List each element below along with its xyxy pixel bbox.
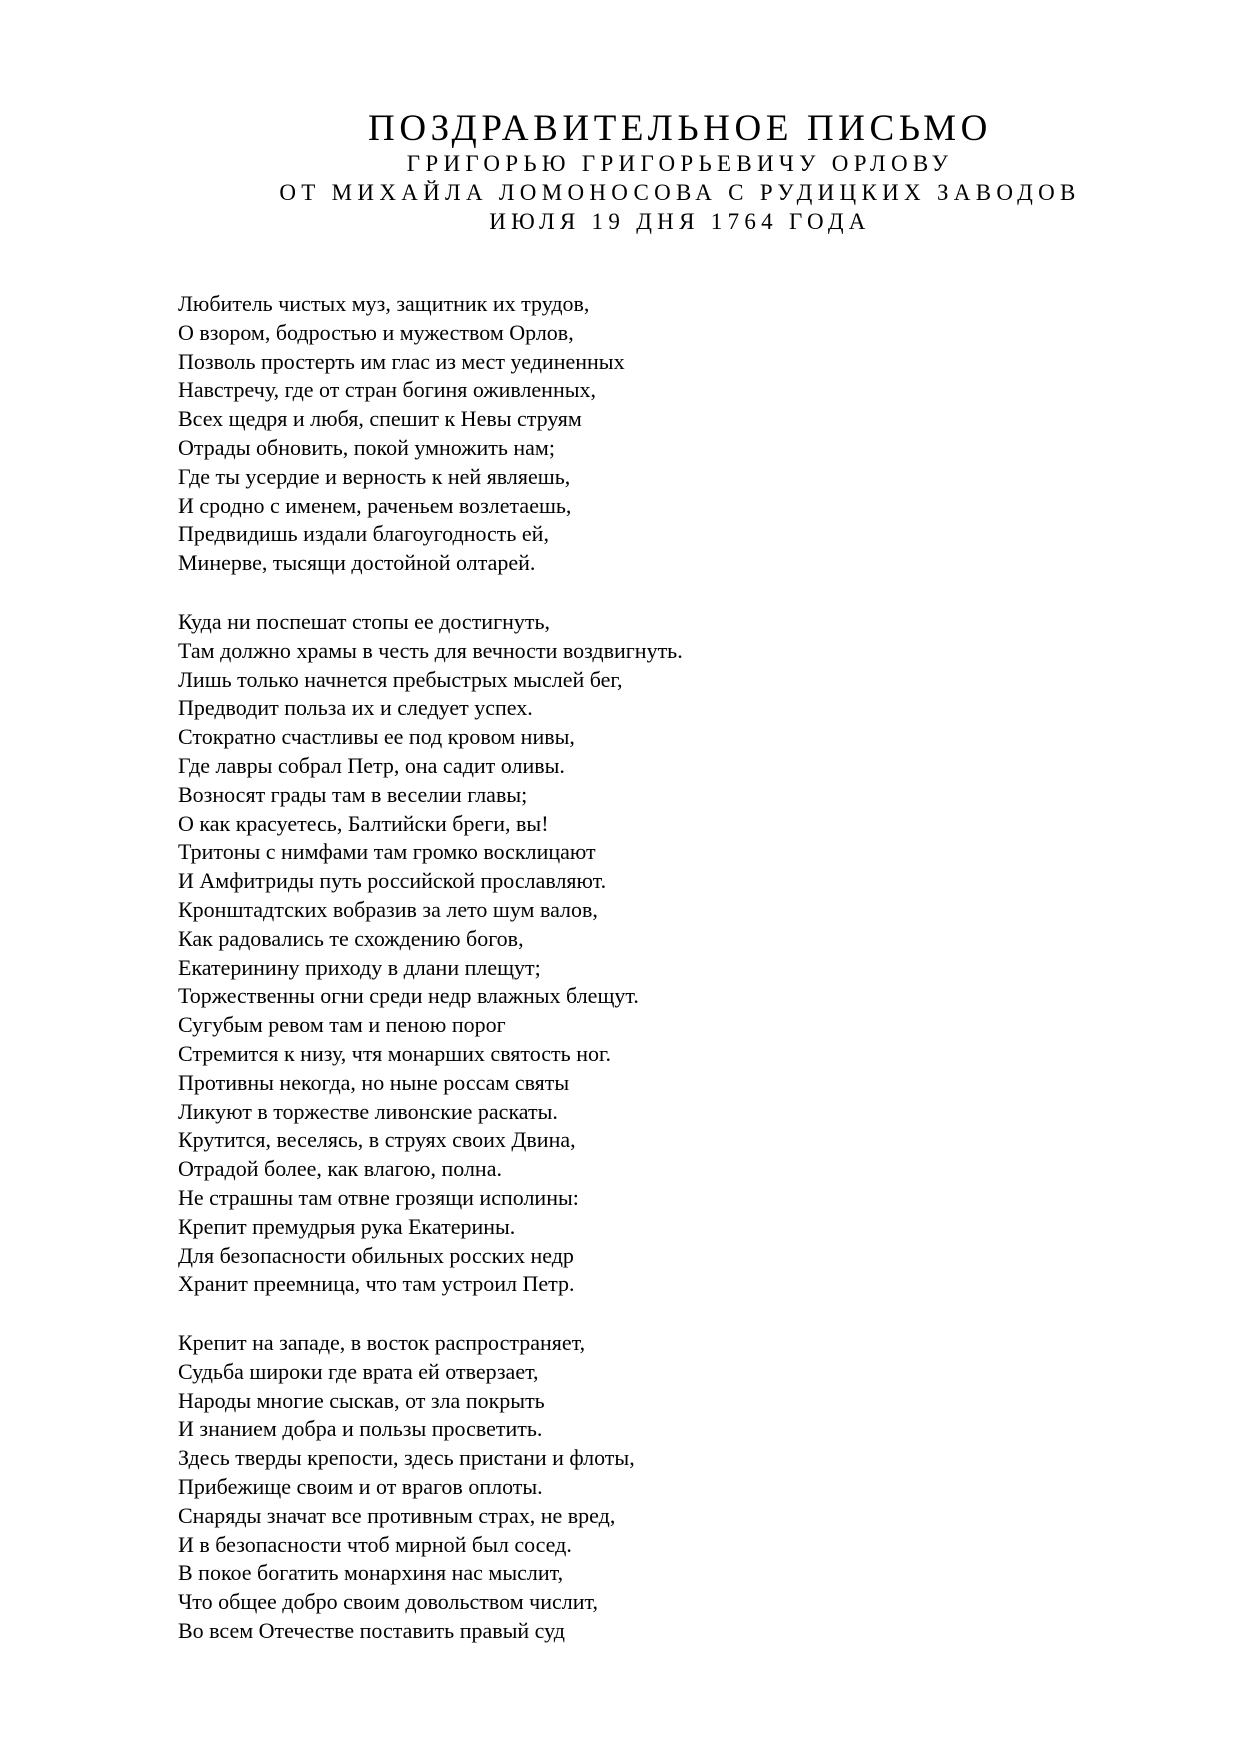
poem-body (178, 290, 1078, 1646)
poem-line: Ликуют в торжестве ливонские раскаты. (178, 1098, 558, 1124)
poem-line: Как радовались те схождению богов, (178, 925, 524, 951)
poem-line: И сродно с именем, раченьем возлетаешь, (178, 492, 572, 518)
stanza-1 (178, 290, 1078, 578)
poem-line: Не страшны там отвне грозящи исполины: (178, 1184, 579, 1210)
stanza-3 (178, 1329, 1078, 1646)
poem-line: Народы многие сыскав, от зла покрыть (178, 1387, 545, 1413)
poem-line: Крепит на западе, в восток распространяет, (178, 1330, 586, 1356)
poem-line: Снаряды значат все противным страх, не вред, (178, 1502, 616, 1528)
poem-line: Судьба широки где врата ей отверзает, (178, 1358, 539, 1384)
stanza-2 (178, 608, 1078, 1299)
poem-line: Торжественны огни среди недр влажных блещут. (178, 983, 639, 1009)
poem-line: Там должно храмы в честь для вечности воздвигнуть. (178, 637, 683, 663)
poem-line: И знанием добра и пользы просветить. (178, 1416, 543, 1442)
poem-line: Минерве, тысящи достойной олтарей. (178, 550, 536, 576)
poem-line: Крепит премудрыя рука Екатерины. (178, 1213, 516, 1239)
poem-line: Во всем Отечестве поставить правый суд (178, 1618, 565, 1644)
poem-line: Отрадой более, как влагою, полна. (178, 1156, 502, 1182)
poem-line: Крутится, веселясь, в струях своих Двина, (178, 1127, 576, 1153)
poem-line: Предвидишь издали благоугодность ей, (178, 521, 549, 547)
poem-line: Здесь тверды крепости, здесь пристани и флоты, (178, 1445, 635, 1471)
poem-line: Любитель чистых муз, защитник их трудов, (178, 291, 590, 316)
poem-line: Стремится к низу, чтя монарших святость ног. (178, 1040, 612, 1066)
poem-line: Противны некогда, но ныне россам святы (178, 1069, 570, 1095)
poem-line: Прибежище своим и от врагов оплоты. (178, 1474, 543, 1500)
poem-line: Сугубым ревом там и пеною порог (178, 1012, 506, 1038)
poem-line: Екатеринину приходу в длани плещут; (178, 954, 541, 980)
poem-line: Навстречу, где от стран богиня оживленных, (178, 377, 597, 403)
poem-line: Куда ни поспешат стопы ее достигнуть, (178, 608, 551, 634)
poem-line: Что общее добро своим довольством числит, (178, 1589, 598, 1615)
poem-line: Тритоны с нимфами там громко восклицают (178, 839, 596, 865)
poem-line: Где лавры собрал Петр, она садит оливы. (178, 752, 565, 778)
poem-line: О как красуетесь, Балтийски бреги, вы! (178, 810, 549, 836)
poem-line: Возносят грады там в веселии главы; (178, 781, 528, 807)
poem-line: Предводит польза их и следует успех. (178, 695, 533, 721)
poem-line: В покое богатить монархиня нас мыслит, (178, 1560, 564, 1586)
poem-line: Стократно счастливы ее под кровом нивы, (178, 724, 575, 750)
poem-line: О взором, бодростью и мужеством Орлов, (178, 319, 574, 345)
poem-line: И в безопасности чтоб мирной был сосед. (178, 1531, 572, 1557)
addressee-line: ГРИГОРЬЮ ГРИГОРЬЕВИЧУ ОРЛОВУ (406, 151, 954, 176)
poem-line: И Амфитриды путь российской прославляют. (178, 868, 607, 894)
poem-line: Позволь простерть им глас из мест уединенных (178, 348, 625, 374)
sender-line: ОТ МИХАЙЛА ЛОМОНОСОВА С РУДИЦКИХ ЗАВОДОВ (279, 180, 1081, 205)
poem-line: Отрады обновить, покой умножить нам; (178, 434, 555, 460)
poem-line: Хранит преемница, что там устроил Петр. (178, 1271, 575, 1297)
poem-line: Лишь только начнется пребыстрых мыслей бег, (178, 666, 623, 692)
poem-line: Кронштадтских вобразив за лето шум валов, (178, 896, 598, 922)
date-line: ИЮЛЯ 19 ДНЯ 1764 ГОДА (489, 209, 871, 234)
poem-line: Где ты усердие и верность к ней являешь, (178, 463, 571, 489)
letter-header (180, 108, 1180, 236)
poem-line: Всех щедря и любя, спешит к Невы струям (178, 406, 582, 432)
letter-title: ПОЗДРАВИТЕЛЬНОЕ ПИСЬМО (368, 108, 992, 149)
poem-line: Для безопасности обильных росских недр (178, 1242, 574, 1268)
